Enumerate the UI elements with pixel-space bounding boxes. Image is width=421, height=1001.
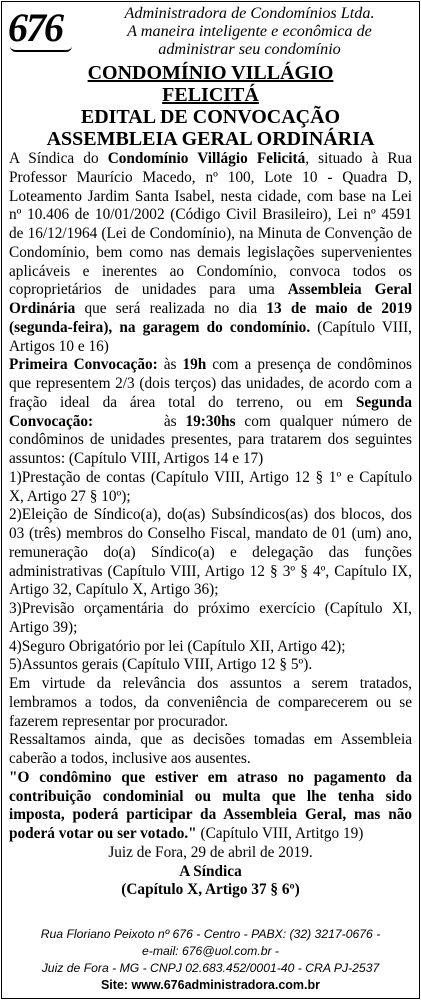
company-tagline — [82, 4, 417, 58]
agenda-item-4: 4)Seguro Obrigatório por lei (Capítulo XII, Artigo 42); — [9, 637, 346, 655]
agenda-item-2: 2)Eleição de Síndico(a), do(as) Subsíndicos(as) dos blocos, dos 03 (três) membros do Conselho Fiscal, mandato de 01 (um) ano, remuneração do(a) Síndico(a) e delegação das funções administrativas (Capítulo VIII, Artigo 12 § 3º § 4º, Capítulo IX, Artigo 32, Capítulo X, Artigo 36); — [9, 506, 412, 599]
company-tagline-1: A maneira inteligente e econômica de — [127, 22, 372, 40]
signer: A Síndica — [179, 862, 242, 880]
condo-title-line2: FELICITÁ — [162, 84, 259, 106]
decisions-paragraph: Ressaltamos ainda, que as decisões tomadas em Assembleia caberão a todos, inclusive aos ausentes. — [9, 731, 412, 767]
footer-email: e-mail: 676@uol.com.br - — [141, 944, 279, 958]
arrears-quote: "O condômino que estiver em atraso no pagamento da contribuição condominial ou multa que lhe tenha sido imposta, poderá participar da Assembleia Geral, mas não poderá votar ou ser votado." (Capítulo VIII, Artitgo 19) — [9, 768, 412, 842]
company-logo — [8, 6, 62, 50]
footer-site-link[interactable]: Site: www.676administradora.com.br — [100, 978, 321, 992]
condo-title — [2, 62, 419, 106]
edital-page — [1, 1, 420, 999]
relevance-paragraph: Em virtude da relevância dos assuntos a serem tratados, lembramos a todos, da conveniência de comparecerem ou se fazerem representar por procurador. — [9, 675, 412, 730]
intro-paragraph: A Síndica do Condomínio Villágio Felicitá, situado à Rua Professor Maurício Macedo, nº 100, Lote 10 - Quadra D, Loteamento Jardim Santa Isabel, nesta cidade, com base na Lei nº 10.406 de 10/01/2002 (Código Civil Brasileiro), Lei nº 4591 de 16/12/1964 (Lei de Condomínio), na Minuta de Convenção de Condomínio, bem como nas demais legislações supervenientes aplicáveis e inerentes ao Condomínio, convoca todos os coproprietários de unidades para uma Assembleia Geral Ordinária que será realizada no dia 13 de maio de 2019 (segunda-feira), na garagem do condomínio. (Capítulo VIII, Artigos 10 e 16) — [9, 150, 412, 355]
meeting-date-bold: 13 de maio de 2019 (segunda-feira), na garagem do condomínio. — [9, 300, 412, 336]
first-call-label: Primeira Convocação: — [9, 356, 158, 374]
assembly-bold: Assembleia Geral Ordinária — [9, 281, 412, 317]
company-name: Administradora de Condomínios Ltda. — [124, 4, 375, 22]
condo-title-line1: CONDOMÍNIO VILLÁGIO — [87, 62, 334, 84]
convocation-paragraph: Primeira Convocação: às 19h com a presença de condôminos que representem 2/3 (dois terços) das unidades, de acordo com a fração ideal da área total do terreno, ou em Segunda Convocação: às 19:30hs com qualquer número de condôminos de unidades presentes, para tratarem dos seguintes assuntos: (Capítulo VIII, Artigos 14 e 17) — [9, 356, 413, 467]
agenda-item-5: 5)Assuntos gerais (Capítulo VIII, Artigo 12 § 5º). — [9, 656, 313, 674]
second-call-time: 19:30hs — [185, 412, 236, 430]
logo-text: 676 — [8, 5, 62, 50]
signer-reference: (Capítulo X, Artigo 37 § 6º) — [121, 881, 300, 899]
footer-registration: Juiz de Fora - MG - CNPJ 02.683.452/0001-40 - CRA PJ-2537 — [41, 961, 380, 975]
logo-swoosh — [10, 46, 72, 52]
edital-title: EDITAL DE CONVOCAÇÃO — [80, 106, 341, 128]
first-call-time: 19h — [182, 356, 207, 374]
footer — [2, 926, 419, 994]
header — [2, 2, 419, 62]
company-tagline-2: administrar seu condomínio — [158, 40, 341, 58]
closing-date: Juiz de Fora, 29 de abril de 2019. — [108, 843, 313, 861]
second-call-label: Segunda Convocação: — [9, 393, 412, 430]
assembleia-title: ASSEMBLEIA GERAL ORDINÁRIA — [46, 128, 375, 150]
agenda-item-3: 3)Previsão orçamentária do próximo exercício (Capítulo XI, Artigo 39); — [9, 600, 412, 636]
edital-body — [2, 150, 419, 900]
footer-address: Rua Floriano Peixoto nº 676 - Centro - PABX: (32) 3217-0676 - — [40, 927, 381, 941]
condo-name-bold: Condomínio Villágio Felicitá — [107, 150, 306, 167]
agenda-item-1: 1)Prestação de contas (Capítulo VIII, Artigo 12 § 1º e Capítulo X, Artigo 27 § 10º); — [9, 468, 412, 505]
